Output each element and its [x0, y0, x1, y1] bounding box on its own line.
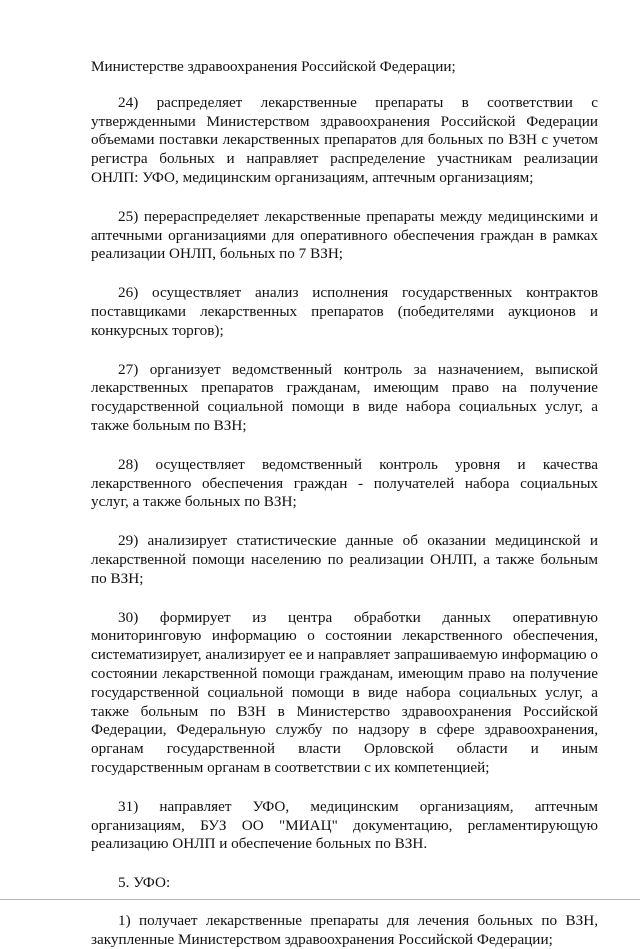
- paragraph-item-27: 27) организует ведомственный контроль за назначением, выпиской лекарственных препаратов гражданам, имеющим право на получение государственной социальной помощи в виде набора социальных услуг, а также больным по ВЗН;: [91, 360, 598, 434]
- paragraph-item-24: 24) распределяет лекарственные препараты в соответствии с утвержденными Министерством здравоохранения Российской Федерации объемами поставки лекарственных препаратов для больных по ВЗН с учетом регистра больных и направляет распределение участникам реализации ОНЛП: УФО, медицинским организациям, аптечным организациям;: [91, 93, 598, 186]
- paragraph-item-25: 25) перераспределяет лекарственные препараты между медицинскими и аптечными организациями для оперативного обеспечения граждан в рамках реализации ОНЛП, больных по 7 ВЗН;: [91, 207, 598, 263]
- paragraph-item-29: 29) анализирует статистические данные об оказании медицинской и лекарственной помощи населению по реализации ОНЛП, а также больным по ВЗН;: [91, 532, 598, 587]
- paragraph-item-28: 28) осуществляет ведомственный контроль уровня и качества лекарственного обеспечения граждан - получателей набора социальных услуг, а также больных по ВЗН;: [91, 455, 598, 511]
- paragraph-continuation: Министерстве здравоохранения Российской Федерации;: [91, 58, 456, 75]
- paragraph-item-31: 31) направляет УФО, медицинским организациям, аптечным организациям, БУЗ ОО "МИАЦ" документацию, регламентирующую реализацию ОНЛП и обеспечение больных по ВЗН.: [91, 797, 598, 853]
- section-heading-5: 5. УФО:: [118, 874, 171, 892]
- paragraph-item-1: 1) получает лекарственные препараты для лечения больных по ВЗН, закупленные Министерством здравоохранения Российской Федерации;: [91, 911, 598, 948]
- paragraph-item-26: 26) осуществляет анализ исполнения государственных контрактов поставщиками лекарственных препаратов (победителями аукционов и конкурсных торгов);: [91, 284, 598, 339]
- page-bottom-rule: [0, 899, 640, 900]
- paragraph-item-30: 30) формирует из центра обработки данных оперативную мониторинговую информацию о состоянии лекарственного обеспечения, систематизирует, анализирует ее и направляет запрашиваемую информацию о состоянии лекарственной помощи гражданам, имеющим право на получение государственной социальной помощи в виде набора социальных услуг, а также больным по ВЗН в Министерство здравоохранения Российской Федерации, Федеральную службу по надзору в сфере здравоохранения, органам государственной власти Орловской области и иным государственным органам в соответствии с их компетенцией;: [91, 608, 598, 776]
